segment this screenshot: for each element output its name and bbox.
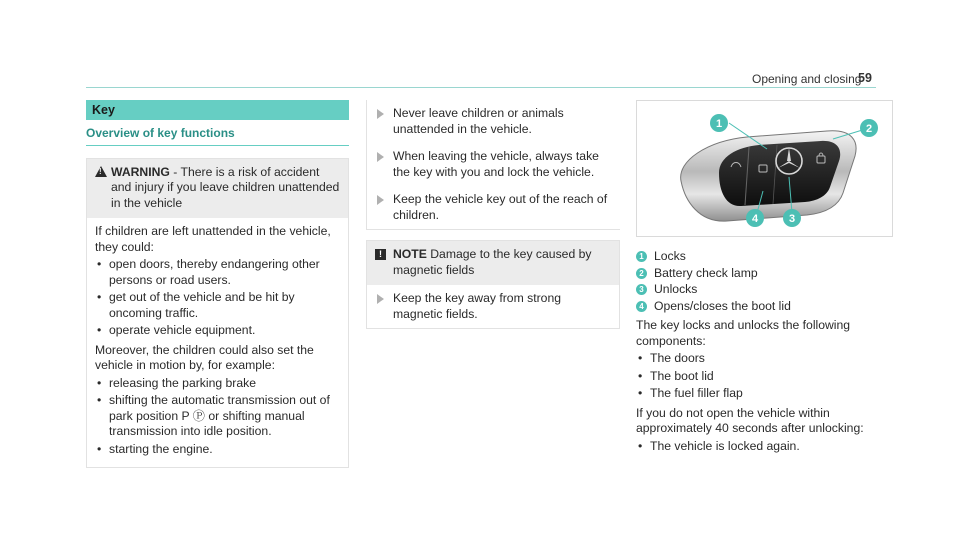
warning-body bbox=[87, 218, 348, 467]
callout-4 bbox=[746, 209, 764, 227]
key-illustration bbox=[636, 100, 893, 237]
legend-item bbox=[636, 282, 891, 298]
precaution-text: When leaving the vehicle, always take the key with you and lock the vehicle. bbox=[393, 149, 599, 179]
list-item: • open doors, thereby endangering other persons or road users. bbox=[95, 257, 340, 288]
legend-item bbox=[636, 249, 891, 265]
components-intro: The key locks and unlocks the following components: bbox=[636, 318, 851, 348]
legend-text: Locks bbox=[654, 249, 686, 263]
legend-number: 1 bbox=[636, 251, 647, 262]
precaution-item bbox=[367, 100, 620, 143]
list-item: • releasing the parking brake bbox=[95, 376, 340, 392]
legend-number: 4 bbox=[636, 301, 647, 312]
list-item: • starting the engine. bbox=[95, 442, 340, 458]
list-item: • The doors bbox=[636, 351, 891, 367]
callout-number: 4 bbox=[751, 213, 759, 225]
list-item: • get out of the vehicle and be hit by oncoming traffic. bbox=[95, 290, 340, 321]
note-box bbox=[366, 240, 620, 329]
warning-intro: If children are left unattended in the vehicle, they could: bbox=[95, 224, 331, 254]
legend-text: Unlocks bbox=[654, 282, 698, 296]
arrow-right-icon bbox=[377, 152, 384, 162]
legend-text: Opens/closes the boot lid bbox=[654, 298, 791, 313]
note-exclamation-icon: ! bbox=[375, 249, 386, 260]
callout-2 bbox=[860, 119, 878, 137]
callout-number: 3 bbox=[788, 213, 796, 225]
note-item bbox=[367, 285, 619, 328]
legend-item bbox=[636, 299, 891, 315]
list-item: • The vehicle is locked again. bbox=[636, 439, 891, 455]
warning-list-2 bbox=[95, 376, 340, 458]
warning-box bbox=[86, 158, 349, 469]
column-right bbox=[636, 100, 891, 458]
header-section-title: Opening and closing bbox=[752, 72, 862, 86]
callout-number: 1 bbox=[715, 118, 723, 130]
list-item: • operate vehicle equipment. bbox=[95, 323, 340, 339]
subsection-title: Overview of key functions bbox=[86, 126, 349, 146]
precaution-item bbox=[367, 143, 620, 186]
list-item: • The boot lid bbox=[636, 369, 891, 385]
warning-text: - There is a risk of accident and injury if you leave children unattended in the vehicle bbox=[111, 164, 340, 210]
warning-more: Moreover, the children could also set the vehicle in motion by, for example: bbox=[95, 342, 314, 372]
arrow-right-icon bbox=[377, 294, 384, 304]
column-middle bbox=[366, 100, 620, 329]
precaution-list bbox=[366, 100, 620, 230]
note-label: NOTE bbox=[393, 247, 427, 261]
list-item: • The fuel filler flap bbox=[636, 386, 891, 402]
relock-intro: If you do not open the vehicle within approximately 40 seconds after unlocking: bbox=[636, 405, 864, 435]
warning-triangle-icon bbox=[95, 166, 107, 177]
page-number: 59 bbox=[858, 71, 872, 85]
arrow-right-icon bbox=[377, 109, 384, 119]
note-header bbox=[367, 241, 619, 285]
section-title: Key bbox=[86, 100, 349, 120]
legend-number: 2 bbox=[636, 268, 647, 279]
callout-1 bbox=[710, 114, 728, 132]
callout-3 bbox=[783, 209, 801, 227]
callout-number: 2 bbox=[865, 123, 873, 135]
relock-list bbox=[636, 439, 891, 455]
note-item-text: Keep the key away from strong magnetic fields. bbox=[393, 291, 562, 321]
legend bbox=[636, 249, 891, 314]
warning-list bbox=[95, 257, 340, 339]
list-item: • shifting the automatic transmission out of park position P Ⓟ or shifting manual transmission into idle position. bbox=[95, 393, 340, 440]
legend-number: 3 bbox=[636, 284, 647, 295]
note-text: Damage to the key caused by magnetic fields bbox=[393, 247, 592, 277]
components-list bbox=[636, 351, 891, 402]
column-left bbox=[86, 100, 349, 468]
arrow-right-icon bbox=[377, 195, 384, 205]
car-key-icon bbox=[637, 101, 892, 236]
precaution-text: Keep the vehicle key out of the reach of children. bbox=[393, 192, 608, 222]
warning-label: WARNING bbox=[111, 164, 170, 179]
legend-text: Battery check lamp bbox=[654, 265, 758, 280]
precaution-item bbox=[367, 186, 620, 230]
warning-header bbox=[87, 159, 348, 219]
legend-item bbox=[636, 266, 891, 282]
precaution-text: Never leave children or animals unattended in the vehicle. bbox=[393, 106, 564, 136]
